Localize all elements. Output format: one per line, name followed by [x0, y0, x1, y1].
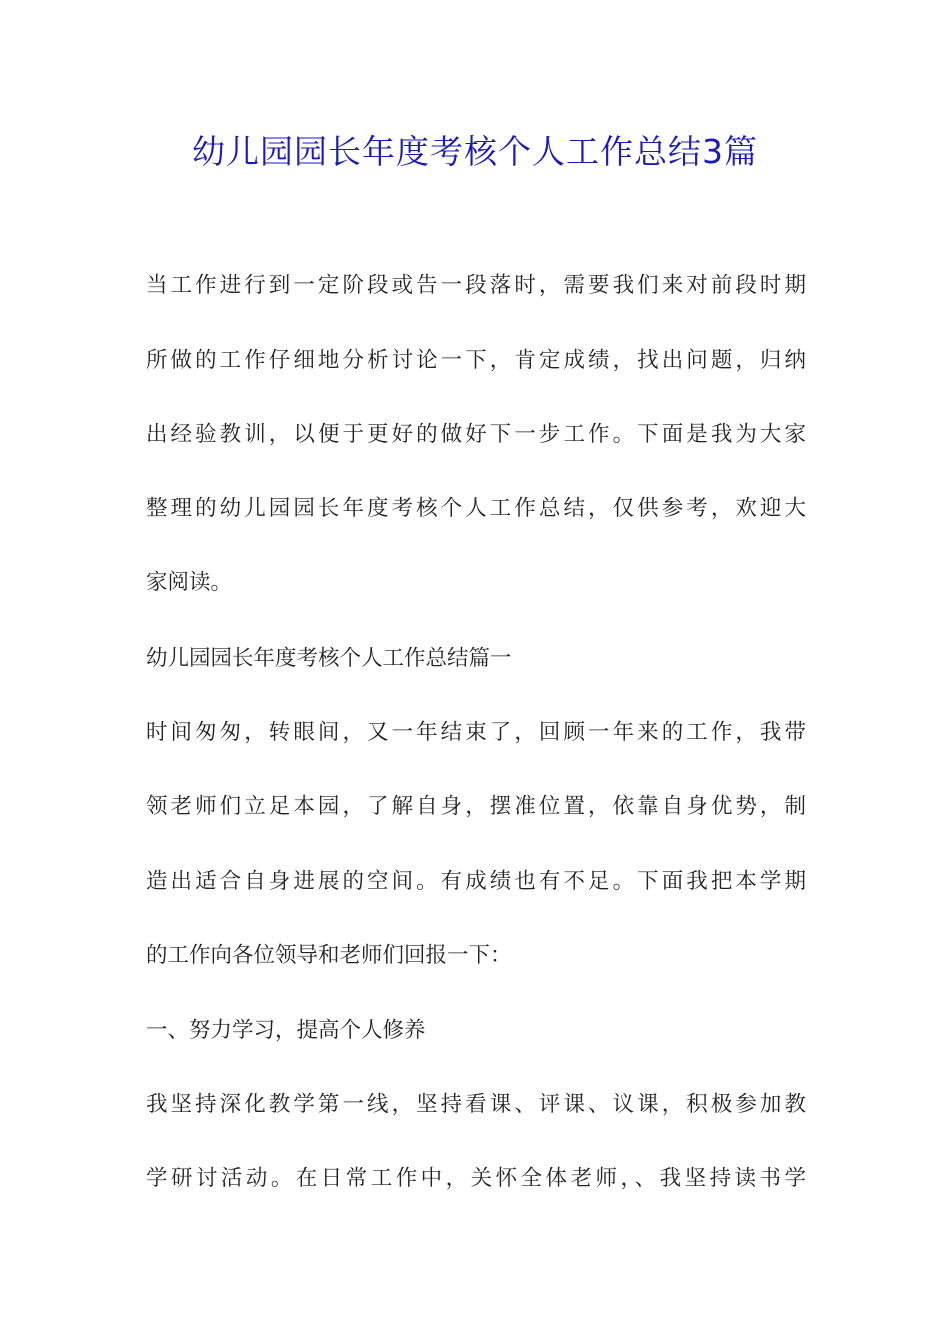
- text-line-3: 出经验教训，以便于更好的做好下一步工作。下面是我为大家: [146, 422, 806, 447]
- text-line-13: 学研讨活动。在日常工作中，关怀全体老师，、我坚持读书学: [146, 1166, 806, 1191]
- text-line-7: 时间匆匆，转眼间，又一年结束了，回顾一年来的工作，我带: [146, 720, 806, 745]
- text-line-9: 造出适合自身进展的空间。有成绩也有不足。下面我把本学期: [146, 869, 806, 894]
- text-line-1: 当工作进行到一定阶段或告一段落时，需要我们来对前段时期: [146, 273, 806, 298]
- text-line-4: 整理的幼儿园园长年度考核个人工作总结，仅供参考，欢迎大: [146, 496, 806, 521]
- section-heading-1: 幼儿园园长年度考核个人工作总结篇一: [146, 646, 512, 671]
- text-line-8: 领老师们立足本园，了解自身，摆准位置，依靠自身优势，制: [146, 794, 806, 819]
- text-line-5: 家阅读。: [146, 570, 233, 595]
- text-line-12: 我坚持深化教学第一线，坚持看课、评课、议课，积极参加教: [146, 1092, 806, 1117]
- document-title: 幼儿园园长年度考核个人工作总结3篇: [192, 132, 758, 171]
- text-line-2: 所做的工作仔细地分析讨论一下，肯定成绩，找出问题，归纳: [146, 348, 806, 373]
- subheading-1: 一、努力学习，提高个人修养: [146, 1018, 426, 1043]
- text-line-10: 的工作向各位领导和老师们回报一下：: [146, 943, 512, 968]
